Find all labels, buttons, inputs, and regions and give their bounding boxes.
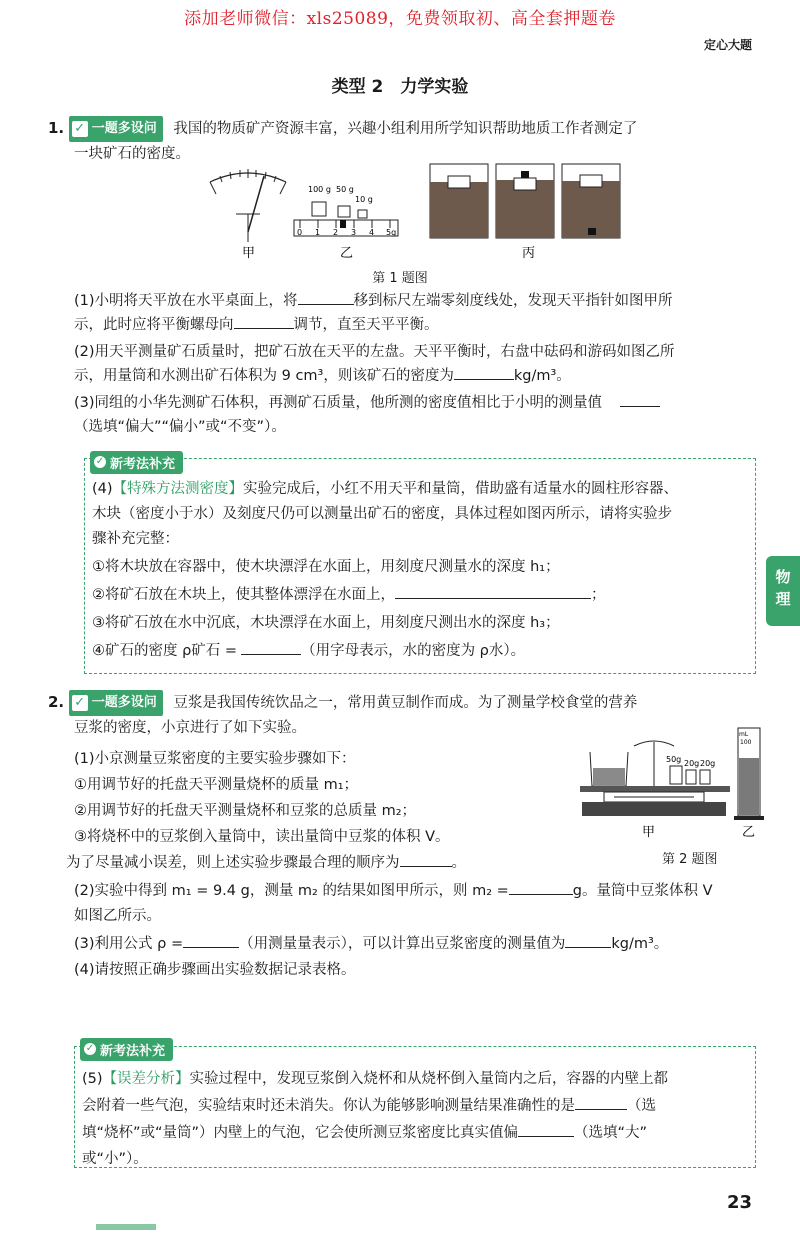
q1-part3-line2: （选填“偏大”“偏小”或“不变”）。 [74, 419, 286, 435]
header-label: 定心大题 [703, 38, 752, 52]
q2-part4: (4)请按照正确步骤画出实验数据记录表格。 [74, 962, 356, 978]
q2-number: 2. [48, 693, 65, 711]
q2-part1: (1)小京测量豆浆密度的主要实验步骤如下： [74, 751, 356, 767]
fig1-label-bing: 丙 [522, 246, 536, 261]
cylinder-top-mark: 100 [740, 739, 752, 746]
q2-step2: ②用调节好的托盘天平测量烧杯和豆浆的总质量 m₂； [74, 803, 417, 819]
side-tab-char-1: 物 [775, 568, 791, 586]
fig2-label-jia: 甲 [642, 825, 656, 840]
page-number: 23 [726, 1192, 752, 1213]
q1-step4: ④矿石的密度 ρ矿石 = （用字母表示，水的密度为 ρ水）。 [92, 640, 525, 662]
scale-tick-1: 1 [315, 228, 321, 237]
fig2-label-yi: 乙 [742, 825, 756, 840]
q2-part2-line2: 如图乙所示。 [74, 908, 161, 924]
q1-step3: ③将矿石放在水中沉底，木块漂浮在水面上，用刻度尺测出水的深度 h₃； [92, 615, 560, 631]
q2-step3: ③将烧杯中的豆浆倒入量筒中，读出量筒中豆浆的体积 V。 [74, 829, 450, 845]
q1-part2-line2: 示，用量筒和水测出矿石体积为 9 cm³，则该矿石的密度为 kg/m³。 [74, 365, 571, 387]
q1-intro-line2: 一块矿石的密度。 [74, 146, 190, 162]
q2-step1: ①用调节好的托盘天平测量烧杯的质量 m₁； [74, 777, 359, 793]
scale-tick-2: 2 [333, 228, 339, 237]
q1-part2-line1: (2)用天平测量矿石质量时，把矿石放在天平的左盘。天平平衡时，右盘中砝码和游码如图乙所 [74, 344, 675, 360]
q2-part3: (3)利用公式 ρ = （用测量量表示），可以计算出豆浆密度的测量值为 kg/m³。 [74, 933, 668, 955]
subject-side-tab [766, 556, 800, 626]
q2-weight-20g-a: 20g [684, 759, 700, 768]
q2-supp-tag: ✓ 新考法补充 [80, 1036, 173, 1061]
check-icon: ✓ [72, 695, 88, 711]
section-title: 类型 2 力学实验 [331, 77, 469, 97]
bulb-icon: ✓ [95, 456, 105, 467]
q1-part3-line1: (3)同组的小华先测矿石体积，再测矿石质量，他所测的密度值相比于小明的测量值 [74, 392, 660, 414]
weight-label-100g: 100 g [308, 185, 331, 194]
q1-intro-line1: 我国的物质矿产资源丰富，兴趣小组利用所学知识帮助地质工作者测定了 [173, 121, 638, 137]
q1-intro [48, 116, 768, 166]
q1-part4-line2: 木块（密度小于水）及刻度尺仍可以测量出矿石的密度，具体过程如图丙所示，请将实验步 [92, 506, 672, 522]
cylinder-unit: mL [739, 731, 749, 738]
bottom-decoration [96, 1224, 156, 1230]
q2-intro-line1: 豆浆是我国传统饮品之一，常用黄豆制作而成。为了测量学校食堂的营养 [173, 695, 638, 711]
weight-label-50g: 50 g [336, 185, 354, 194]
q1-number: 1. [48, 119, 65, 137]
side-tab-char-2: 理 [775, 590, 791, 608]
q1-supp-tag: ✓ 新考法补充 [90, 449, 183, 474]
badge-label: 一题多设问 [91, 695, 157, 710]
badge-label: 一题多设问 [91, 121, 157, 136]
watermark-text: 添加老师微信：xls25089，免费领取初、高全套押题卷 [184, 9, 616, 29]
q2-figure [574, 724, 764, 854]
q2-part5-line1: (5)【误差分析】实验过程中，发现豆浆倒入烧杯和从烧杯倒入量筒内之后，容器的内壁上都 [82, 1071, 669, 1087]
q1-figure [190, 162, 630, 262]
containers-figure [430, 164, 620, 238]
q1-step2: ②将矿石放在木块上，使其整体漂浮在水面上， ； [92, 584, 606, 606]
q1-step1: ①将木块放在容器中，使木块漂浮在水面上，用刻度尺测量水的深度 h₁； [92, 559, 560, 575]
weights-figure [294, 185, 398, 237]
q2-weight-50g: 50g [666, 755, 682, 764]
scale-tick-0: 0 [297, 228, 303, 237]
balance-scale-figure [210, 169, 286, 242]
fig1-label-jia: 甲 [242, 246, 256, 261]
q2-intro-line2: 豆浆的密度，小京进行了如下实验。 [74, 720, 306, 736]
q2-part1-end: 为了尽量减小误差，则上述实验步骤最合理的顺序为 。 [66, 852, 466, 874]
q2-part5-line4: 或“小”）。 [82, 1151, 148, 1167]
bulb-icon: ✓ [85, 1043, 95, 1054]
scale-tick-4: 4 [369, 228, 375, 237]
q1-part4-line3: 骤补充完整： [92, 531, 179, 547]
q2-caption: 第 2 题图 [662, 852, 718, 867]
fig1-label-yi: 乙 [340, 246, 354, 261]
q2-part2-line1: (2)实验中得到 m₁ = 9.4 g，测量 m₂ 的结果如图甲所示，则 m₂ = g。量筒中豆浆体积 V [74, 880, 713, 902]
q1-part4-line1: (4)【特殊方法测密度】实验完成后，小红不用天平和量筒，借助盛有适量水的圆柱形容器、 [92, 481, 679, 497]
q1-part1-line1: (1)小明将天平放在水平桌面上，将 移到标尺左端零刻度线处，发现天平指针如图甲所 [74, 290, 673, 312]
q1-part1-line2: 示，此时应将平衡螺母向 调节，直至天平平衡。 [74, 314, 439, 336]
q1-caption: 第 1 题图 [372, 271, 428, 286]
q2-weight-20g-b: 20g [700, 759, 716, 768]
q2-part5-line2: 会附着一些气泡，实验结束时还未消失。你认为能够影响测量结果准确性的是 （选 [82, 1095, 656, 1117]
scale-tick-5: 5g [386, 228, 397, 237]
q2-part5-line3: 填“烧杯”或“量筒”）内壁上的气泡，它会使所测豆浆密度比真实值偏 （选填“大” [82, 1122, 647, 1144]
q2-badge [69, 690, 163, 716]
weight-label-10g: 10 g [355, 195, 373, 204]
check-icon: ✓ [72, 121, 88, 137]
q1-badge [69, 116, 163, 142]
scale-tick-3: 3 [351, 228, 357, 237]
